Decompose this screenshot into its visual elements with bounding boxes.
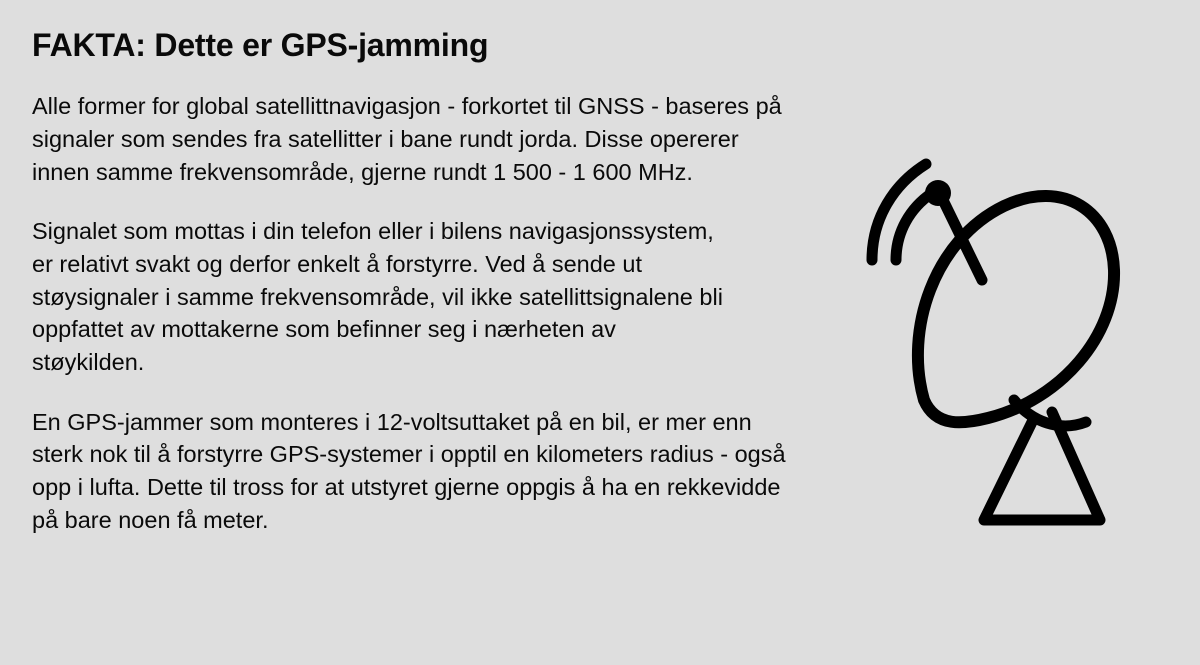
feed-horn-dot	[925, 180, 951, 206]
paragraph-gnss-basics: Alle former for global satellittnavigasjon - forkortet til GNSS - baseres på signaler som sendes fra satellitter i bane rundt jorda. Disse opererer innen samme frekvensområde, gjerne rundt 1 500 - 1 600 MHz.	[32, 93, 782, 185]
fact-text-column	[32, 26, 822, 536]
satellite-dish-icon	[864, 150, 1164, 550]
page-title: FAKTA: Dette er GPS-jamming	[32, 27, 489, 63]
paragraph-signal-weakness: Signalet som mottas i din telefon eller i bilens navigasjonssystem, er relativt svakt og derfor enkelt å forstyrre. Ved å sende ut støysignaler i samme frekvensområde, vil ikke satellittsignalene bli oppfattet av mottakerne som befinner seg i nærheten av støykilden.	[32, 218, 723, 375]
paragraph-jammer-range: En GPS-jammer som monteres i 12-voltsuttaket på en bil, er mer enn sterk nok til å forstyrre GPS-systemer i opptil en kilometers radius - også opp i lufta. Dette til tross for at utstyret gjerne oppgis å ha en rekkevidde på bare noen få meter.	[32, 408, 786, 533]
satellite-dish-illustration	[864, 150, 1164, 550]
